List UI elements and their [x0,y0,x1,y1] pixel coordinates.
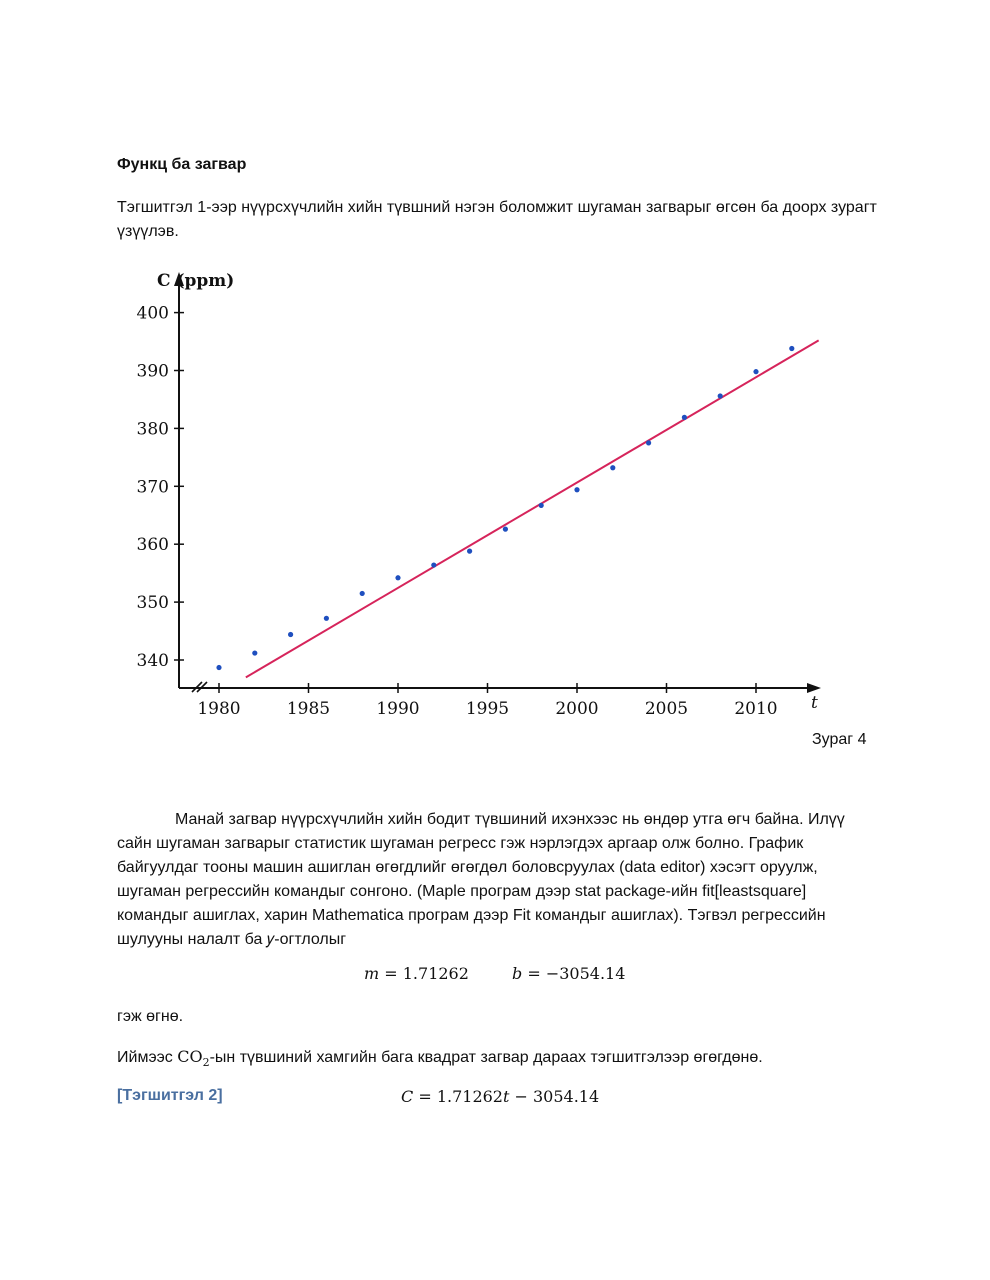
co2-formula-sub: 2 [202,1056,210,1070]
x-tick-label: 1990 [376,699,420,719]
x-tick-label: 1980 [197,699,241,719]
figure-caption: Зураг 4 [812,731,867,748]
data-point [288,632,293,637]
section-title: Функц ба загвар [117,156,247,173]
data-point [574,487,579,492]
data-point [252,650,257,655]
co2-figure [117,262,847,732]
data-point [718,393,723,398]
data-point [360,591,365,596]
co2-formula [177,1047,210,1070]
data-point [789,346,794,351]
data-point [431,562,436,567]
data-point [753,369,758,374]
y-tick-label: 380 [136,419,169,440]
body-paragraph [117,808,877,952]
intercept-equation: 𝑏 = −3054.14 [512,964,626,983]
y-tick-label: 390 [136,361,169,382]
x-tick-label: 2000 [555,699,599,719]
y-tick-label: 360 [136,535,169,556]
slope-equation: 𝑚 = 1.71262 [364,964,469,983]
data-point [503,527,508,532]
x-axis-label: t [811,693,818,713]
data-point [682,415,687,420]
y-tick-label: 400 [136,303,169,324]
equation-label: [Тэгшитгэл 2] [117,1087,223,1104]
data-point [216,665,221,670]
data-point [610,465,615,470]
equation-2: 𝐶 = 1.71262𝑡 − 3054.14 [401,1087,600,1106]
x-tick-label: 2005 [644,699,689,719]
x-tick-label: 2010 [734,699,778,719]
y-axis-label: C (ppm) [157,271,235,291]
y-tick-label: 370 [136,477,169,498]
fit-line [246,340,819,677]
intro-paragraph: Тэгшитгэл 1-ээр нүүрсхүчлийн хийн түвшний нэгэн боломжит шугаман загварыг өгсөн ба доорх зурагт үзүүлэв. [117,199,877,240]
conclusion-sentence [117,1047,763,1069]
data-point [539,503,544,508]
data-point [467,549,472,554]
data-point [646,440,651,445]
result-text: гэж өгнө. [117,1008,184,1025]
body-paragraph-text: Манай загвар нүүрсхүчлийн хийн бодит түвшиний ихэнхээс нь өндөр утга өгч байна. Илүү сайн шугаман загварыг статистик шугаман регресс гэж нэрлэгдэх аргаар олж болно. График байгуулдаг тооны машин ашиглан өгөгдлийг өгөгдөл боловсруулах (data editor) хэсэгт оруулж, шугаман регрессийн командыг сонгоно. (Maple програм дээр stat package-ийн fit[leastsquare] командыг ашиглах, харин Mathematica програм дээр Fit командыг ашиглах). Тэгвэл регрессийн шулууны налалт ба 𝑦-огтлолыг [117,811,845,948]
data-point [324,616,329,621]
co2-scatter-chart [117,262,847,732]
co2-formula-base: CO [177,1047,203,1066]
conclusion-after: -ын түвшиний хамгийн бага квадрат загвар дараах тэгшитгэлээр өгөгдөнө. [209,1049,763,1066]
x-tick-label: 1995 [465,699,510,719]
x-tick-label: 1985 [286,699,331,719]
x-axis-arrow [807,683,821,693]
conclusion-before: Иймээс [117,1049,178,1066]
y-tick-label: 340 [136,651,169,671]
y-tick-label: 350 [136,593,169,614]
data-point [395,575,400,580]
